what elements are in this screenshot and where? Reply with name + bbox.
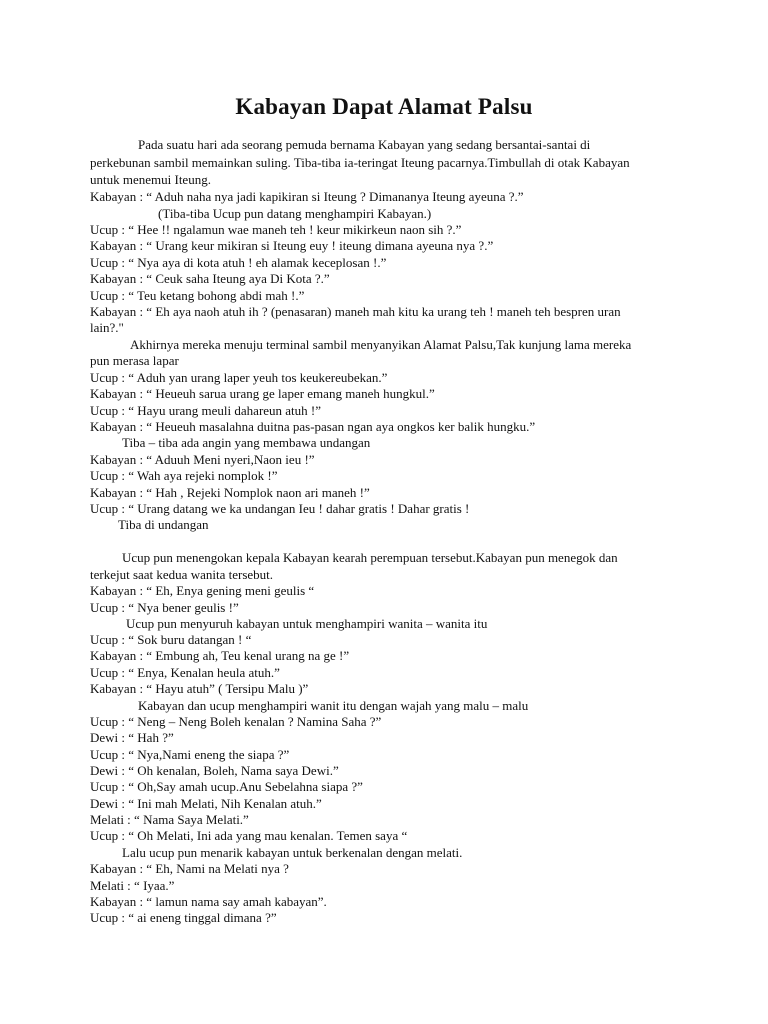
narration-line: Lalu ucup pun menarik kabayan untuk berkenalan dengan melati. (122, 845, 463, 860)
dialogue-line: Ucup : “ Oh,Say amah ucup.Anu Sebelahna siapa ?” (90, 779, 363, 794)
dialogue-line: Kabayan : “ Embung ah, Teu kenal urang na ge !” (90, 648, 350, 663)
dialogue-line: Kabayan : “ Aduuh Meni nyeri,Naon ieu !” (90, 452, 315, 467)
dialogue-line: Dewi : “ Oh kenalan, Boleh, Nama saya Dewi.” (90, 763, 339, 778)
dialogue-line: Ucup : “ Hee !! ngalamun wae maneh teh ! keur mikirkeun naon sih ?.” (90, 222, 462, 237)
dialogue-line: Kabayan : “ Urang keur mikiran si Iteung euy ! iteung dimana ayeuna nya ?.” (90, 238, 494, 253)
dialogue-line: Ucup : “ Nya aya di kota atuh ! eh alamak keceplosan !.” (90, 255, 387, 270)
dialogue-line: Kabayan : “ Hayu atuh” ( Tersipu Malu )” (90, 681, 309, 696)
narration-line: Tiba di undangan (118, 517, 209, 532)
dialogue-line: Ucup : “ Nya,Nami eneng the siapa ?” (90, 747, 290, 762)
narration-line: Ucup pun menengokan kepala Kabayan kearah perempuan tersebut.Kabayan pun menegok dan (122, 550, 618, 565)
dialogue-line: Melati : “ Iyaa.” (90, 878, 175, 893)
dialogue-line: Ucup : “ Teu ketang bohong abdi mah !.” (90, 288, 305, 303)
dialogue-line: lain?." (90, 320, 124, 335)
narration-line: Ucup pun menyuruh kabayan untuk menghampiri wanita – wanita itu (126, 616, 488, 631)
stage-direction: (Tiba-tiba Ucup pun datang menghampiri Kabayan.) (158, 206, 432, 221)
dialogue-line: Kabayan : “ Ceuk saha Iteung aya Di Kota ?.” (90, 271, 330, 286)
dialogue-line: Ucup : “ ai eneng tinggal dimana ?” (90, 910, 277, 925)
narration-line: Akhirnya mereka menuju terminal sambil menyanyikan Alamat Palsu,Tak kunjung lama mereka (130, 337, 632, 352)
dialogue-line: Ucup : “ Nya bener geulis !” (90, 600, 239, 615)
dialogue-line: Kabayan : “ Eh, Nami na Melati nya ? (90, 861, 289, 876)
paragraph-line: perkebunan sambil memainkan suling. Tiba-tiba ia-teringat Iteung pacarnya.Timbullah di otak Kabayan (90, 155, 630, 170)
dialogue-line: Kabayan : “ Hah , Rejeki Nomplok naon ari maneh !” (90, 485, 370, 500)
dialogue-line: Melati : “ Nama Saya Melati.” (90, 812, 249, 827)
dialogue-line: Ucup : “ Wah aya rejeki nomplok !” (90, 468, 278, 483)
dialogue-line: Ucup : “ Enya, Kenalan heula atuh.” (90, 665, 280, 680)
dialogue-line: Kabayan : “ Eh aya naoh atuh ih ? (penasaran) maneh mah kitu ka urang teh ! maneh teh bespren uran (90, 304, 621, 319)
dialogue-line: Ucup : “ Aduh yan urang laper yeuh tos keukereubekan.” (90, 370, 388, 385)
dialogue-line: Ucup : “ Oh Melati, Ini ada yang mau kenalan. Temen saya “ (90, 828, 408, 843)
narration-line: terkejut saat kedua wanita tersebut. (90, 567, 274, 582)
narration-line: Tiba – tiba ada angin yang membawa undangan (122, 435, 371, 450)
dialogue-line: Kabayan : “ Aduh naha nya jadi kapikiran si Iteung ? Dimananya Iteung ayeuna ?.” (90, 189, 524, 204)
dialogue-line: Kabayan : “ Eh, Enya gening meni geulis “ (90, 583, 315, 598)
document-title: Kabayan Dapat Alamat Palsu (235, 94, 533, 119)
narration-line: Kabayan dan ucup menghampiri wanit itu dengan wajah yang malu – malu (138, 698, 529, 713)
dialogue-line: Ucup : “ Sok buru datangan ! “ (90, 632, 252, 647)
dialogue-line: Dewi : “ Ini mah Melati, Nih Kenalan atuh.” (90, 796, 322, 811)
narration-line: pun merasa lapar (90, 353, 179, 368)
dialogue-line: Kabayan : “ Heueuh sarua urang ge laper emang maneh hungkul.” (90, 386, 435, 401)
dialogue-line: Ucup : “ Hayu urang meuli dahareun atuh !” (90, 403, 322, 418)
dialogue-line: Kabayan : “ Heueuh masalahna duitna pas-pasan ngan aya ongkos ker balik hungku.” (90, 419, 536, 434)
paragraph-line: Pada suatu hari ada seorang pemuda bernama Kabayan yang sedang bersantai-santai di (138, 137, 591, 152)
dialogue-line: Kabayan : “ lamun nama say amah kabayan”. (90, 894, 327, 909)
paragraph-line: untuk menemui Iteung. (90, 172, 211, 187)
dialogue-line: Ucup : “ Urang datang we ka undangan Ieu ! dahar gratis ! Dahar gratis ! (90, 501, 470, 516)
dialogue-line: Dewi : “ Hah ?” (90, 730, 174, 745)
dialogue-line: Ucup : “ Neng – Neng Boleh kenalan ? Namina Saha ?” (90, 714, 382, 729)
